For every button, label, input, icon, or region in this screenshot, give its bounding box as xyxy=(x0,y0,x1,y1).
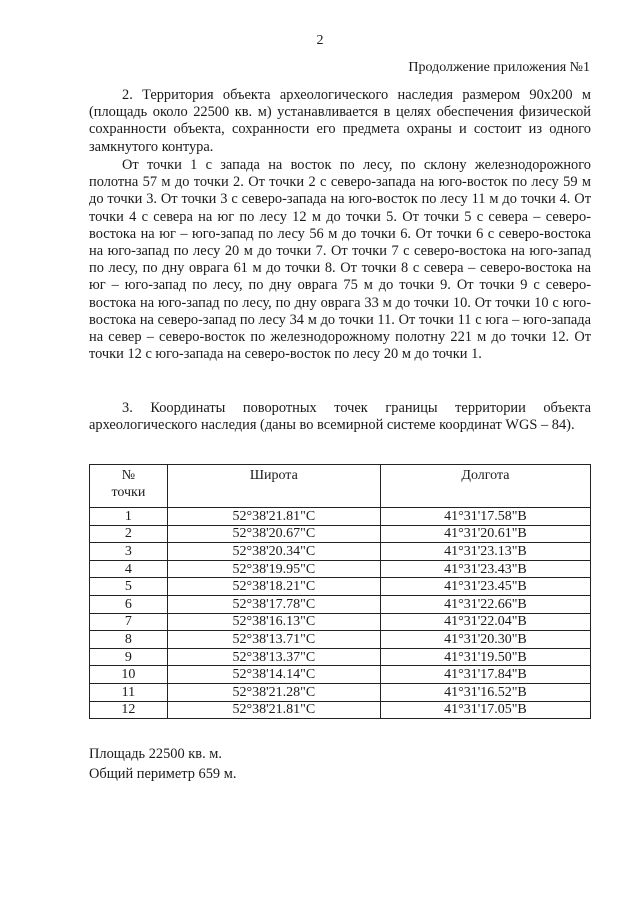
cell-lon: 41°31'23.13"В xyxy=(380,543,590,561)
table-row xyxy=(90,508,591,526)
cell-num: 6 xyxy=(90,595,168,613)
cell-num: 5 xyxy=(90,578,168,596)
cell-lat: 52°38'17.78"С xyxy=(167,595,380,613)
cell-lon: 41°31'17.58"В xyxy=(380,508,590,526)
cell-lon: 41°31'23.43"В xyxy=(380,560,590,578)
cell-lat: 52°38'21.81"С xyxy=(167,701,380,719)
boundary-description: От точки 1 с запада на восток по лесу, по склону железнодорожного полотна 57 м до точки 2. От точки 2 с северо-запада на юго-восток по лесу 59 м до точки 3. От точки 3 с северо-запада на юго-восток по лесу 11 м до точки 4. От точки 4 с севера на юг по лесу 12 м до точки 5. От точки 5 с севера – северо-востока на юг – юго-запад по лесу 56 м до точки 6. От точки 6 с северо-востока на юго-запад по лесу 20 м до точки 7. От точки 7 с северо-востока на юго-запад по лесу, по дну оврага 61 м до точки 8. От точки 8 с севера – северо-востока на юг – юго-запад по лесу, по дну оврага 75 м до точки 9. От точки 9 с северо-востока на юго-запад по лесу, по дну оврага 33 м до точки 10. От точки 10 с юго-востока на северо-запад по лесу 34 м до точки 11. От точки 11 с юга – юго-запада на север – северо-восток по железнодорожному полотну 221 м до точки 12. От точки 12 с юго-запада на северо-восток по лесу 20 м до точки 1. xyxy=(89,157,591,363)
table-row xyxy=(90,701,591,719)
table-row xyxy=(90,595,591,613)
cell-lat: 52°38'19.95"С xyxy=(167,560,380,578)
header-longitude: Долгота xyxy=(380,465,590,508)
cell-lat: 52°38'18.21"С xyxy=(167,578,380,596)
cell-num: 11 xyxy=(90,683,168,701)
page-number: 2 xyxy=(316,33,324,48)
cell-lat: 52°38'14.14"С xyxy=(167,666,380,684)
cell-lat: 52°38'21.81"С xyxy=(167,508,380,526)
table-row xyxy=(90,543,591,561)
cell-lon: 41°31'23.45"В xyxy=(380,578,590,596)
table-row xyxy=(90,631,591,649)
perimeter-summary: Общий периметр 659 м. xyxy=(89,766,237,782)
cell-num: 3 xyxy=(90,543,168,561)
cell-num: 2 xyxy=(90,525,168,543)
cell-lat: 52°38'20.67"С xyxy=(167,525,380,543)
header-latitude: Широта xyxy=(167,465,380,508)
table-row xyxy=(90,648,591,666)
header-point-number xyxy=(90,465,168,508)
cell-lon: 41°31'20.30"В xyxy=(380,631,590,649)
cell-num: 8 xyxy=(90,631,168,649)
cell-lat: 52°38'20.34"С xyxy=(167,543,380,561)
cell-lon: 41°31'20.61"В xyxy=(380,525,590,543)
table-row xyxy=(90,666,591,684)
table-row xyxy=(90,525,591,543)
cell-num: 1 xyxy=(90,508,168,526)
table-row xyxy=(90,613,591,631)
table-header-row xyxy=(90,465,591,508)
coordinates-table-body xyxy=(90,508,591,719)
cell-lon: 41°31'17.05"В xyxy=(380,701,590,719)
header-point-number-label: № точки xyxy=(111,468,146,500)
coordinates-table xyxy=(89,464,591,719)
cell-lon: 41°31'19.50"В xyxy=(380,648,590,666)
cell-num: 10 xyxy=(90,666,168,684)
cell-lon: 41°31'17.84"В xyxy=(380,666,590,684)
cell-num: 9 xyxy=(90,648,168,666)
cell-num: 7 xyxy=(90,613,168,631)
table-row xyxy=(90,683,591,701)
cell-num: 4 xyxy=(90,560,168,578)
cell-lon: 41°31'22.66"В xyxy=(380,595,590,613)
cell-lon: 41°31'16.52"В xyxy=(380,683,590,701)
cell-lat: 52°38'21.28"С xyxy=(167,683,380,701)
area-summary: Площадь 22500 кв. м. xyxy=(89,746,222,762)
section-3-paragraph: 3. Координаты поворотных точек границы территории объекта археологического наследия (даны во всемирной системе координат WGS – 84). xyxy=(89,400,591,434)
cell-lat: 52°38'13.37"С xyxy=(167,648,380,666)
table-row xyxy=(90,578,591,596)
section-2-paragraph: 2. Территория объекта археологического наследия размером 90х200 м (площадь около 22500 кв. м) устанавливается в целях обеспечения физической сохранности объекта, сохранности его предмета охраны и состоит из одного замкнутого контура. xyxy=(89,87,591,155)
cell-lat: 52°38'13.71"С xyxy=(167,631,380,649)
cell-lon: 41°31'22.04"В xyxy=(380,613,590,631)
cell-num: 12 xyxy=(90,701,168,719)
cell-lat: 52°38'16.13"С xyxy=(167,613,380,631)
table-row xyxy=(90,560,591,578)
continuation-header: Продолжение приложения №1 xyxy=(408,60,590,75)
